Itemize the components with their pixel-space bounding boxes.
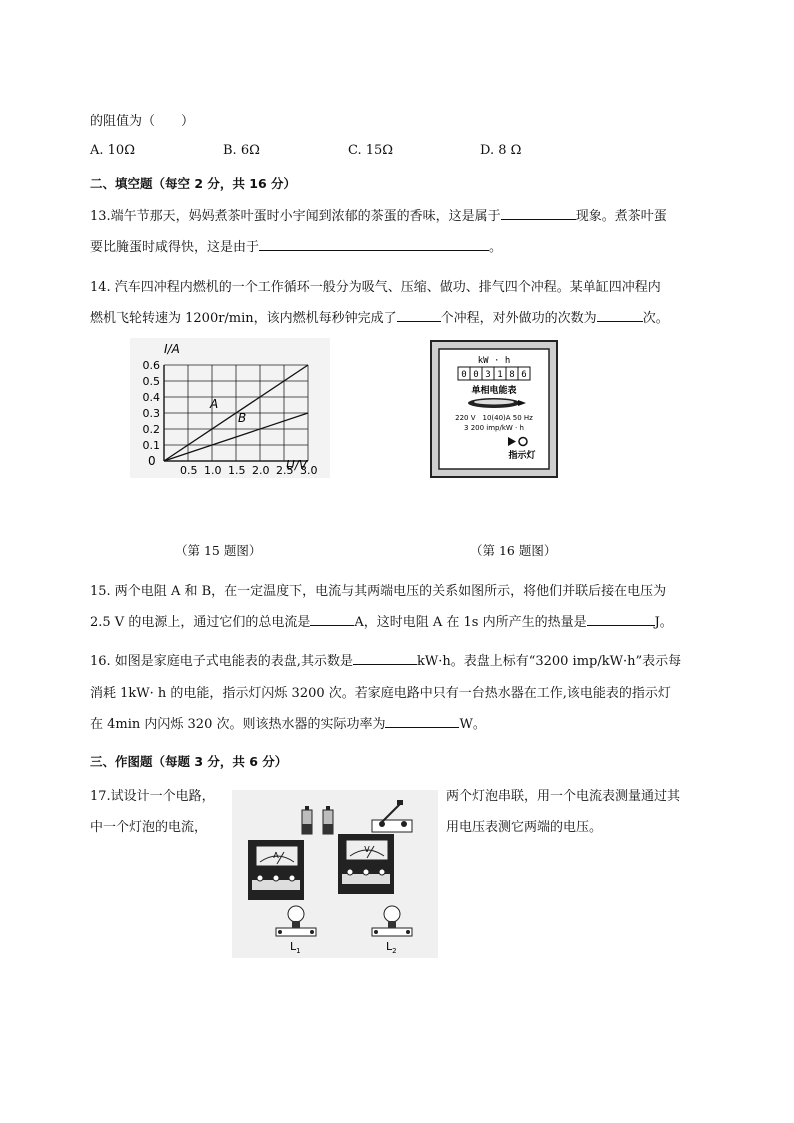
fig15-xtick-label: 2.0 [252, 464, 270, 477]
meter-digit-2: 0 [473, 370, 479, 380]
q16-text-a: 16. 如图是家庭电子式电能表的表盘,其示数是 [90, 654, 353, 669]
fig15-ytick-label: 0.4 [142, 391, 160, 404]
fig15-xtick-label: 1.0 [204, 464, 222, 477]
section2-heading: 二、填空题（每空 2 分，共 16 分） [90, 176, 297, 191]
ammeter-label: A [273, 851, 279, 860]
fig15-ytick-label: 0.2 [142, 423, 160, 436]
q16-line3 [90, 713, 486, 732]
meter-digit-1: 0 [461, 370, 467, 380]
q16-text-c: 在 4min 内闪烁 320 次。则该热水器的实际功率为 [90, 717, 386, 732]
q16-line1 [90, 650, 681, 669]
fig15-ytick-label: 0.6 [142, 359, 160, 372]
fig15-caption: （第 15 题图） [175, 543, 262, 558]
q17-right-line1: 两个灯泡串联，用一个电流表测量通过其 [446, 789, 681, 804]
q12-option-a: A. 10Ω [90, 143, 135, 158]
battery-icon [302, 806, 312, 834]
q13-blank-1[interactable] [501, 206, 576, 220]
q14-line2 [90, 307, 669, 326]
fig15-ytick-label: 0.5 [142, 375, 160, 388]
q15-blank-2[interactable] [587, 612, 655, 626]
q15-line2 [90, 611, 673, 630]
q16-line2: 消耗 1kW· h 的电能，指示灯闪烁 3200 次。若家庭电路中只有一台热水器在工作,该电能表的指示灯 [90, 686, 671, 701]
q15-text-a: 2.5 V 的电源上，通过它们的总电流是 [90, 615, 311, 630]
fig16-energy-meter [430, 340, 558, 480]
meter-digit-6: 6 [521, 370, 527, 380]
q13-line2 [90, 236, 502, 255]
q12-option-b: B. 6Ω [223, 143, 260, 158]
q16-text-d: W。 [459, 717, 486, 732]
fig15-xtick-label: 0.5 [180, 464, 198, 477]
q13-text-d: 。 [489, 240, 503, 255]
fig15-label-a: A [210, 397, 219, 411]
q12-stem-tail: 的阻值为（ ） [90, 114, 195, 129]
meter-digit-display [458, 367, 530, 380]
voltmeter-icon [338, 834, 394, 894]
fig15-background [130, 338, 330, 478]
q15-blank-1[interactable] [310, 612, 354, 626]
q14-line1: 14. 汽车四冲程内燃机的一个工作循环一般分为吸气、压缩、做功、排气四个冲程。某单缸四冲程内 [90, 280, 661, 295]
meter-title: 单相电能表 [471, 386, 517, 396]
fig15-ytick-label: 0.3 [142, 407, 160, 420]
ammeter-icon [248, 840, 304, 900]
fig15-xlabel: U/V [286, 458, 308, 472]
q17-right-line2: 用电压表测它两端的电压。 [446, 820, 603, 835]
q16-text-b: kW·h。表盘上标有“3200 imp/kW·h”表示每 [416, 654, 682, 669]
q14-text-a: 燃机飞轮转速为 1200r/min，该内燃机每秒钟完成了 [90, 311, 397, 326]
bulb-l2-label: $L_2$ [386, 940, 397, 955]
q13-text-c: 要比腌蛋时咸得快，这是由于 [90, 240, 260, 255]
q15-line1: 15. 两个电阻 A 和 B，在一定温度下，电流与其两端电压的关系如图所示，将他们并联后接在电压为 [90, 584, 667, 599]
q13-text-b: 现象。煮茶叶蛋 [575, 209, 667, 224]
meter-digit-5: 8 [509, 370, 515, 380]
meter-spec-1: 220 V 10(40)A 50 Hz [455, 414, 533, 422]
bulb-l1-label: $L_1$ [290, 940, 301, 955]
q16-blank-2[interactable] [385, 714, 459, 728]
section3-heading: 三、作图题（每题 3 分，共 6 分） [90, 754, 288, 769]
q15-text-b: A，这时电阻 A 在 1s 内所产生的热量是 [354, 615, 587, 630]
fig15-ylabel: I/A [164, 342, 180, 356]
meter-digit-4: 1 [497, 370, 503, 380]
meter-spec-2: 3 200 imp/kW · h [464, 424, 524, 432]
battery-icon [323, 806, 333, 834]
fig17-components [232, 790, 438, 958]
meter-digit-3: 3 [485, 370, 491, 380]
fig15-origin: 0 [148, 454, 156, 468]
q13-blank-2[interactable] [259, 237, 489, 251]
meter-unit: kW · h [477, 356, 511, 366]
fig15-graph [130, 338, 330, 478]
q15-text-c: J。 [654, 615, 673, 630]
fig15-label-b: B [238, 411, 247, 425]
fig15-ytick-label: 0.1 [142, 439, 160, 452]
fig15-xtick-label: 3.0 [300, 464, 318, 477]
q14-text-b: 个冲程，对外做功的次数为 [440, 311, 597, 326]
q13-text-a: 13.端午节那天，妈妈煮茶叶蛋时小宇闻到浓郁的茶蛋的香味，这是属于 [90, 209, 501, 224]
q17-left-line2: 中一个灯泡的电流， [90, 820, 208, 835]
q12-option-c: C. 15Ω [348, 143, 394, 158]
fig15-xtick-label: 1.5 [228, 464, 246, 477]
voltmeter-label: V [364, 845, 370, 854]
q16-blank-1[interactable] [353, 651, 417, 665]
q14-blank-2[interactable] [597, 308, 643, 322]
fig16-caption: （第 16 题图） [470, 543, 557, 558]
q14-text-c: 次。 [642, 311, 669, 326]
q12-option-d: D. 8 Ω [480, 143, 522, 158]
fig15-xtick-label: 2.5 [276, 464, 294, 477]
q14-blank-1[interactable] [397, 308, 441, 322]
q13-line1 [90, 205, 667, 224]
meter-indicator-label: 指示灯 [508, 451, 536, 461]
q17-left-line1: 17.试设计一个电路， [90, 789, 215, 804]
